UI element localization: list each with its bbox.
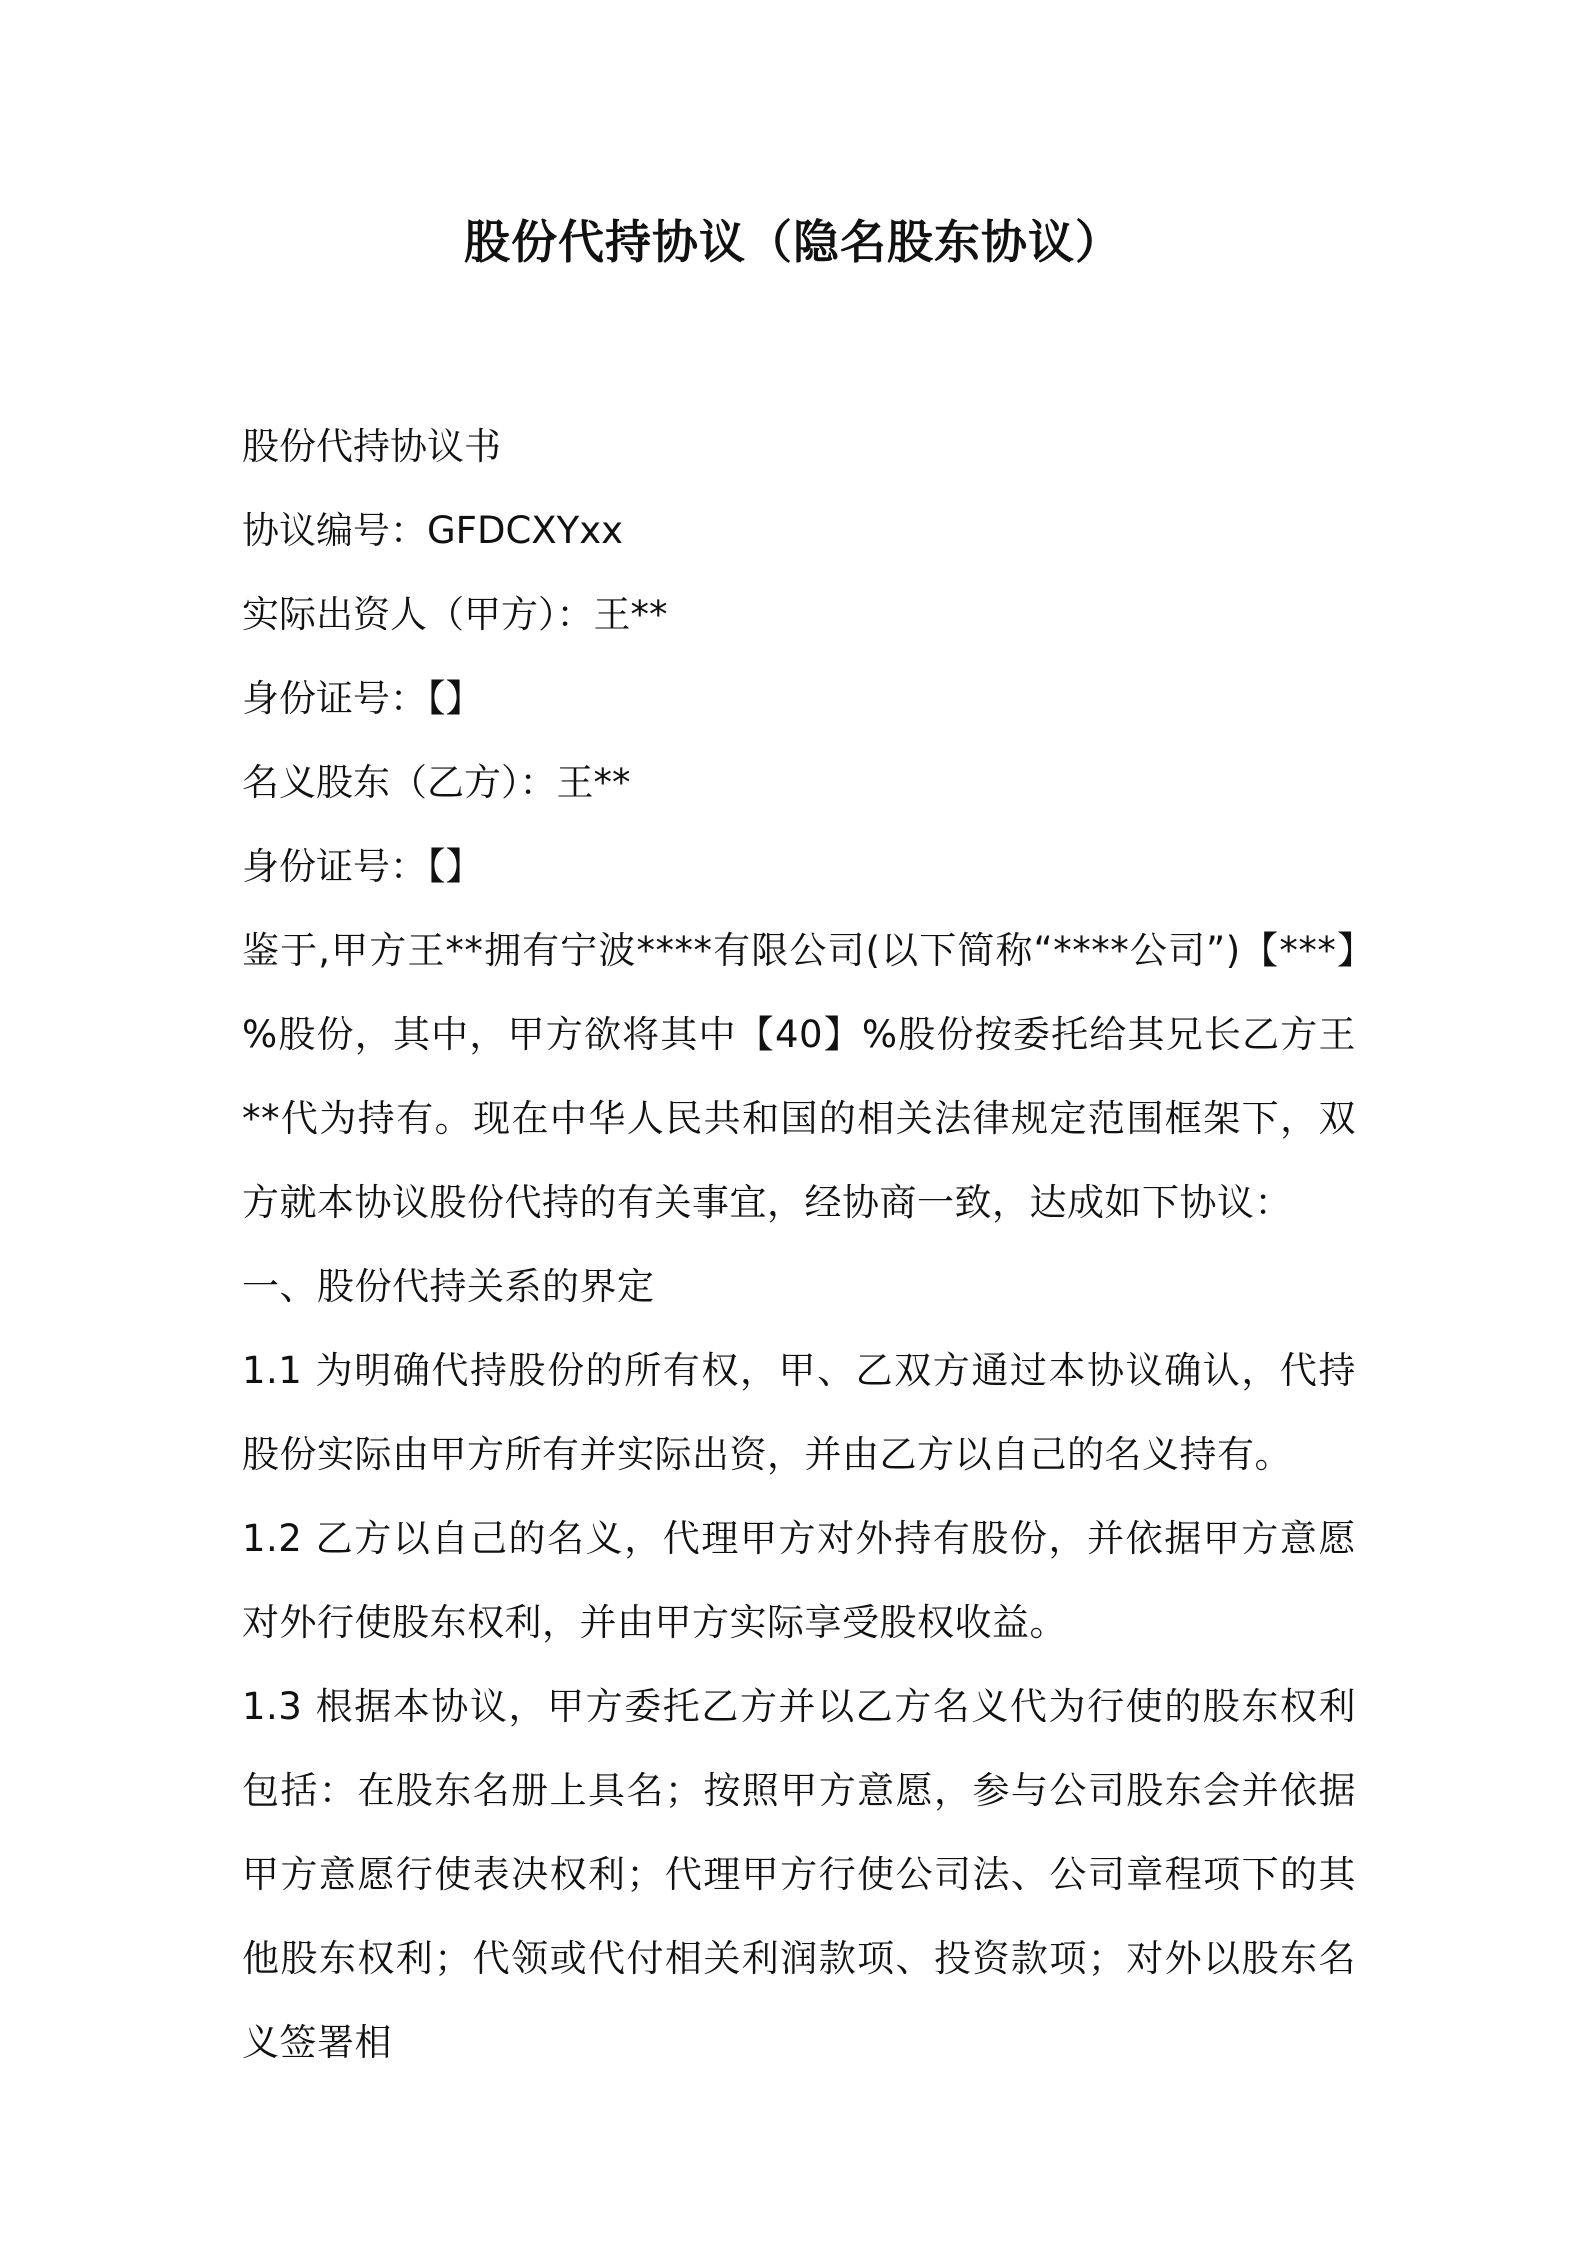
party-a-id: 身份证号：【】 xyxy=(242,677,483,720)
section-heading: 一、股份代持关系的界定 xyxy=(242,1265,655,1308)
party-a: 实际出资人（甲方）：王** xyxy=(242,593,668,636)
party-b: 名义股东（乙方）：王** xyxy=(242,761,631,804)
clause-1-2: 1.2 乙方以自己的名义，代理甲方对外持有股份，并依据甲方意愿对外行使股东权利，并由甲方实际享受股权收益。 xyxy=(242,1517,1356,1644)
document-subtitle: 股份代持协议书 xyxy=(242,425,501,468)
clause-1-1: 1.1 为明确代持股份的所有权，甲、乙双方通过本协议确认，代持股份实际由甲方所有并实际出资，并由乙方以自己的名义持有。 xyxy=(242,1349,1356,1476)
clause-1-3: 1.3 根据本协议，甲方委托乙方并以乙方名义代为行使的股东权利包括：在股东名册上具名；按照甲方意愿，参与公司股东会并依据甲方意愿行使表决权利；代理甲方行使公司法、公司章程项下的其他股东权利；代领或代付相关利润款项、投资款项；对外以股东名义签署相 xyxy=(242,1685,1356,2064)
document-body xyxy=(242,405,1356,2085)
document-title: 股份代持协议（隐名股东协议） xyxy=(464,215,1122,269)
recital-paragraph: 鉴于,甲方王**拥有宁波****有限公司(以下简称“****公司”)【***】%股份，其中，甲方欲将其中【40】%股份按委托给其兄长乙方王**代为持有。现在中华人民共和国的相关法律规定范围框架下，双方就本协议股份代持的有关事宜，经协商一致，达成如下协议： xyxy=(242,929,1356,1224)
agreement-number: 协议编号：GFDCXYxx xyxy=(242,509,624,552)
party-b-id: 身份证号：【】 xyxy=(242,845,483,888)
